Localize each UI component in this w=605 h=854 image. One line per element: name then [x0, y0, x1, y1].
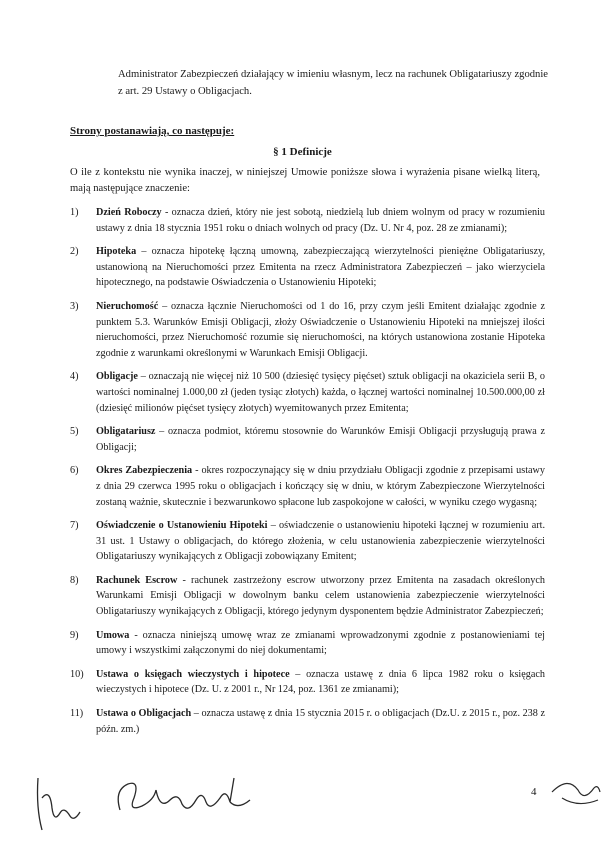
definition-item: [70, 205, 545, 236]
definition-term: Hipoteka: [96, 246, 137, 258]
definition-text: - rachunek zastrzeżony escrow utworzony przez Emitenta na zasadach określonych Warunkami Emisji Obligacji w dowolnym banku celem ustanowienia zabezpieczenie wierzytelności Obligatariuszy wynikających z Obligacji, którego jedynym dysponentem będzie Administrator Zabezpieczeń;: [96, 574, 545, 618]
definition-text: – oznacza ustawę z dnia 6 lipca 1982 roku o księgach wieczystych i hipotece (Dz. U. z 2001 r., Nr 124, poz. 1361 ze zmianami);: [96, 668, 545, 696]
definition-text: – oznacza hipotekę łączną umowną, zabezpieczającą wierzytelności pieniężne Obligatariuszy, ustanowioną na Nieruchomości przez Emitenta na rzecz Administratora Zabezpieczeń – jako wierzyciela hipotecznego, na podstawie Oświadczenia o Ustanowieniu Hipoteki;: [96, 246, 545, 289]
definition-item: [70, 573, 545, 620]
page-number: 4: [531, 786, 537, 798]
definition-text: - okres rozpoczynający się w dniu przydziału Obligacji zgodnie z przepisami ustawy z dnia 29 czerwca 1995 roku o obligacjach i kończący się w dniu, w którym Zabezpieczone Wierzytelności zostaną ważnie, skutecznie i bezwarunkowo spłacone lub zaspokojone w całości, w wyniku czego wygasną;: [96, 465, 545, 508]
definition-term: Umowa: [96, 629, 130, 641]
definition-item: [70, 244, 545, 291]
definitions-list: [70, 205, 545, 745]
definition-item: [70, 628, 545, 659]
definition-term: Nieruchomość: [96, 300, 159, 312]
definition-item: [70, 424, 545, 455]
definition-number: 10): [70, 668, 84, 680]
definition-term: Okres Zabezpieczenia: [96, 465, 193, 477]
signature-right-image: [548, 772, 603, 812]
definition-text: – oświadczenie o ustanowieniu hipoteki łącznej w rozumieniu art. 31 ust. 1 Ustawy o obligacjach, do którego złożenia, w celu ustanowienia zabezpieczenie wierzytelności Obligatariuszy wynikających z Obligacji zobowiązany Emitent;: [96, 520, 545, 563]
definition-item: [70, 706, 545, 737]
definition-number: 3): [70, 300, 79, 312]
definition-number: 4): [70, 371, 79, 383]
intro-paragraph: Administrator Zabezpieczeń działający w imieniu własnym, lecz na rachunek Obligatariuszy zgodnie z art. 29 Ustawy o Obligacjach.: [118, 69, 548, 97]
definition-item: [70, 369, 545, 416]
definition-number: 2): [70, 246, 79, 258]
section-title: § 1 Definicje: [273, 146, 332, 158]
definition-number: 9): [70, 629, 79, 641]
definition-text: – oznaczają nie więcej niż 10 500 (dziesięć tysięcy pięćset) sztuk obligacji na okaziciela serii B, o wartości nominalnej 1.000,00 zł (jeden tysiąc złotych) każda, o łącznej wartości nominalnej 10.500.000,00 zł (dziesięć milionów pięćset tysięcy złotych) wyemitowanych przez Emitenta;: [96, 371, 545, 414]
definition-number: 7): [70, 520, 79, 532]
definition-item: [70, 299, 545, 361]
definition-text: - oznacza niniejszą umowę wraz ze zmianami wprowadzonymi zgodnie z postanowieniami tej umowy i wszystkimi załączonymi do niej dokumentami;: [96, 629, 545, 657]
definition-text: - oznacza dzień, który nie jest sobotą, niedzielą lub dniem wolnym od pracy w rozumieniu ustawy z dnia 18 stycznia 1951 roku o dniach wolnych od pracy (Dz. U. Nr 4, poz. 28 ze zmianami);: [96, 207, 545, 234]
definition-term: Oświadczenie o Ustanowieniu Hipoteki: [96, 520, 268, 532]
parties-heading: Strony postanawiają, co następuje:: [70, 125, 235, 137]
signature-middle-image: [110, 770, 260, 825]
definition-number: 11): [70, 708, 84, 720]
definition-number: 1): [70, 207, 79, 218]
preamble-paragraph: O ile z kontekstu nie wynika inaczej, w niniejszej Umowie poniższe słowa i wyrażenia pisane wielką literą, mają następujące znaczenie:: [70, 167, 540, 194]
definition-term: Dzień Roboczy: [96, 207, 162, 218]
definition-number: 5): [70, 426, 79, 438]
definition-number: 6): [70, 465, 79, 477]
definition-term: Ustawa o Obligacjach: [96, 708, 192, 720]
definition-text: – oznacza podmiot, któremu stosownie do Warunków Emisji Obligacji przysługują prawa z Obligacji;: [96, 426, 545, 453]
definition-term: Rachunek Escrow: [96, 574, 178, 586]
definition-item: [70, 667, 545, 698]
definition-text: – oznacza ustawę z dnia 15 stycznia 2015 r. o obligacjach (Dz.U. z 2015 r., poz. 238 z późn. zm.): [96, 708, 545, 735]
definition-text: – oznacza łącznie Nieruchomości od 1 do 16, przy czym jeśli Emitent działając zgodnie z punktem 5.3. Warunków Emisji Obligacji, złoży Oświadczenie o Ustanowieniu Hipoteki na mniejszej ilości nieruchomości, przez Nieruchomość rozumie się nieruchomości, na których ustanowiona zostanie Hipoteka zgodnie z warunkami określonymi w Warunkach Emisji Obligacji.: [96, 300, 545, 359]
definition-term: Obligatariusz: [96, 426, 156, 438]
definition-number: 8): [70, 574, 79, 586]
definition-term: Ustawa o księgach wieczystych i hipotece: [96, 668, 290, 680]
definition-item: [70, 463, 545, 510]
definition-item: [70, 518, 545, 565]
definition-term: Obligacje: [96, 371, 138, 383]
